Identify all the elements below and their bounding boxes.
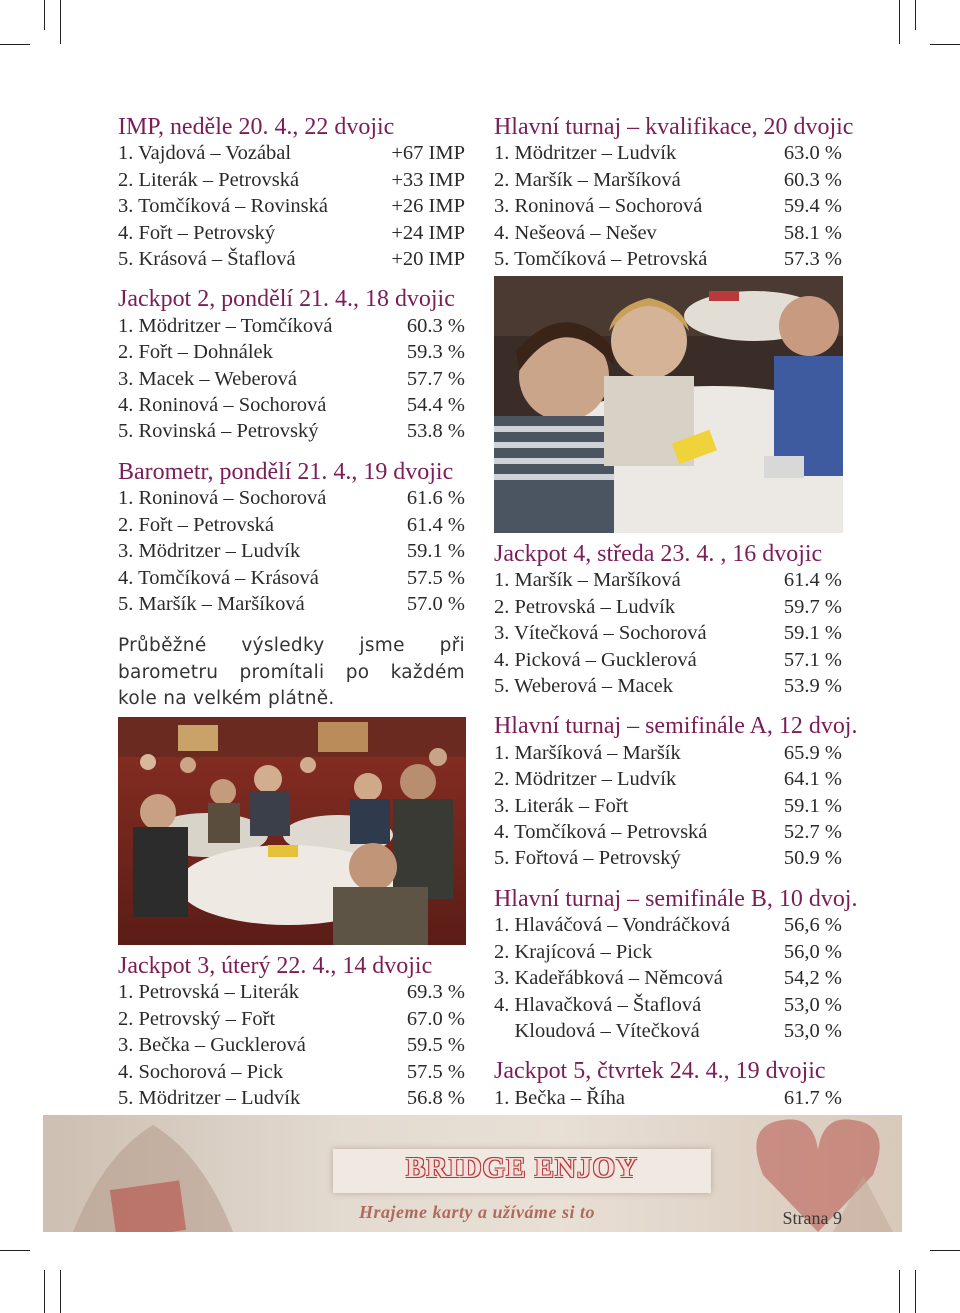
result-row: 3. Mödritzer – Ludvík 59.1 % (118, 540, 465, 563)
section-title: Barometr, pondělí 21. 4., 19 dvojic (118, 458, 454, 485)
result-row: 2. Mödritzer – Ludvík 64.1 % (494, 768, 842, 791)
result-row: 1. Roninová – Sochorová 61.6 % (118, 487, 465, 510)
section-semifinale-b (494, 885, 858, 1044)
section-barometr (118, 459, 465, 617)
result-row: 2. Maršík – Maršíková 60.3 % (494, 168, 842, 191)
section-title: Hlavní turnaj – semifinále B, 10 dvoj. (494, 885, 858, 912)
result-row: 3. Macek – Weberová 57.7 % (118, 367, 465, 390)
result-row: 4. Tomčíková – Petrovská 52.7 % (494, 821, 842, 844)
result-row: 1. Mödritzer – Ludvík 63.0 % (494, 142, 842, 165)
result-row: 3. Vítečková – Sochorová 59.1 % (494, 622, 842, 645)
section-title: Jackpot 4, středa 23. 4. , 16 dvojic (494, 541, 823, 567)
result-row: 2. Fořt – Dohnálek 59.3 % (118, 341, 465, 364)
result-row: 5. Krásová – Štaflová +20 IMP (118, 248, 465, 271)
result-row: 5. Tomčíková – Petrovská 57.3 % (494, 248, 842, 271)
section-imp (118, 114, 465, 272)
result-row: 4. Sochorová – Pick 57.5 % (118, 1060, 465, 1083)
section-jackpot5 (494, 1058, 842, 1111)
result-row: 1. Mödritzer – Tomčíková 60.3 % (118, 314, 465, 337)
result-row: 3. Roninová – Sochorová 59.4 % (494, 195, 842, 218)
result-row: 2. Literák – Petrovská +33 IMP (118, 168, 465, 191)
section-title: Hlavní turnaj – semifinále A, 12 dvoj. (494, 713, 858, 740)
result-row: 2. Petrovská – Ludvík 59.7 % (494, 595, 842, 618)
page-number: Strana 9 (782, 1208, 842, 1228)
result-row: 5. Weberová – Macek 53.9 % (494, 675, 842, 698)
result-row: 5. Rovinská – Petrovský 53.8 % (118, 420, 465, 443)
section-title: Jackpot 2, pondělí 21. 4., 18 dvojic (118, 286, 455, 313)
result-row: 4. Nešeová – Nešev 58.1 % (494, 221, 842, 244)
result-row: 3. Kadeřábková – Němcová 54,2 % (494, 967, 842, 990)
result-row: 1. Vajdová – Vozábal +67 IMP (118, 142, 465, 165)
result-row: 2. Krajícová – Pick 56,0 % (494, 940, 842, 963)
result-row: 4. Roninová – Sochorová 54.4 % (118, 394, 465, 417)
result-row: 1. Hlaváčová – Vondráčková 56,6 % (494, 914, 842, 937)
result-row: Kloudová – Vítečková 53,0 % (494, 1019, 842, 1042)
result-row: 4. Picková – Gucklerová 57.1 % (494, 648, 842, 671)
result-row: 1. Petrovská – Literák 69.3 % (118, 981, 465, 1004)
right-results (494, 541, 858, 1111)
slogan: Hrajeme karty a užíváme si to (359, 1202, 595, 1222)
result-row: 5. Fořtová – Petrovský 50.9 % (494, 847, 842, 870)
result-row: 1. Maršík – Maršíková 61.4 % (494, 569, 842, 592)
result-row: 2. Petrovský – Fořt 67.0 % (118, 1007, 465, 1030)
section-title: IMP, neděle 20. 4., 22 dvojic (118, 114, 395, 140)
result-row: 5. Maršík – Maršíková 57.0 % (118, 592, 465, 615)
result-row: 3. Tomčíková – Rovinská +26 IMP (118, 195, 465, 218)
footer-banner (43, 1115, 902, 1232)
brand-plate (333, 1149, 711, 1193)
result-row: 2. Fořt – Petrovská 61.4 % (118, 513, 465, 536)
result-row: 4. Tomčíková – Krásová 57.5 % (118, 566, 465, 589)
section-title: Jackpot 3, úterý 22. 4., 14 dvojic (118, 953, 433, 979)
result-row: 3. Literák – Fořt 59.1 % (494, 794, 842, 817)
section-title: Hlavní turnaj – kvalifikace, 20 dvojic (494, 114, 854, 140)
photo-players-room (118, 717, 466, 945)
section-semifinale-a (494, 713, 858, 871)
result-row: 5. Mödritzer – Ludvík 56.8 % (118, 1087, 465, 1110)
result-row: 4. Fořt – Petrovský +24 IMP (118, 221, 465, 244)
result-row: 1. Maršíková – Maršík 65.9 % (494, 741, 842, 764)
photo-players-table (494, 276, 843, 533)
brand-logo: BRIDGE ENJOY (406, 1152, 638, 1184)
section-jackpot3 (118, 953, 465, 1111)
result-row: 4. Hlavačková – Štaflová 53,0 % (494, 993, 842, 1016)
left-results (118, 114, 465, 713)
section-title: Jackpot 5, čtvrtek 24. 4., 19 dvojic (494, 1058, 826, 1085)
section-kvalifikace (494, 114, 854, 272)
result-row: 3. Bečka – Gucklerová 59.5 % (118, 1034, 465, 1057)
section-jackpot2 (118, 286, 465, 444)
section-jackpot4 (494, 541, 842, 699)
barometer-note: Průběžné výsledky jsme při barometru promítali po každém kole na velkém plátně. (118, 635, 465, 710)
result-row: 1. Bečka – Říha 61.7 % (494, 1086, 842, 1109)
